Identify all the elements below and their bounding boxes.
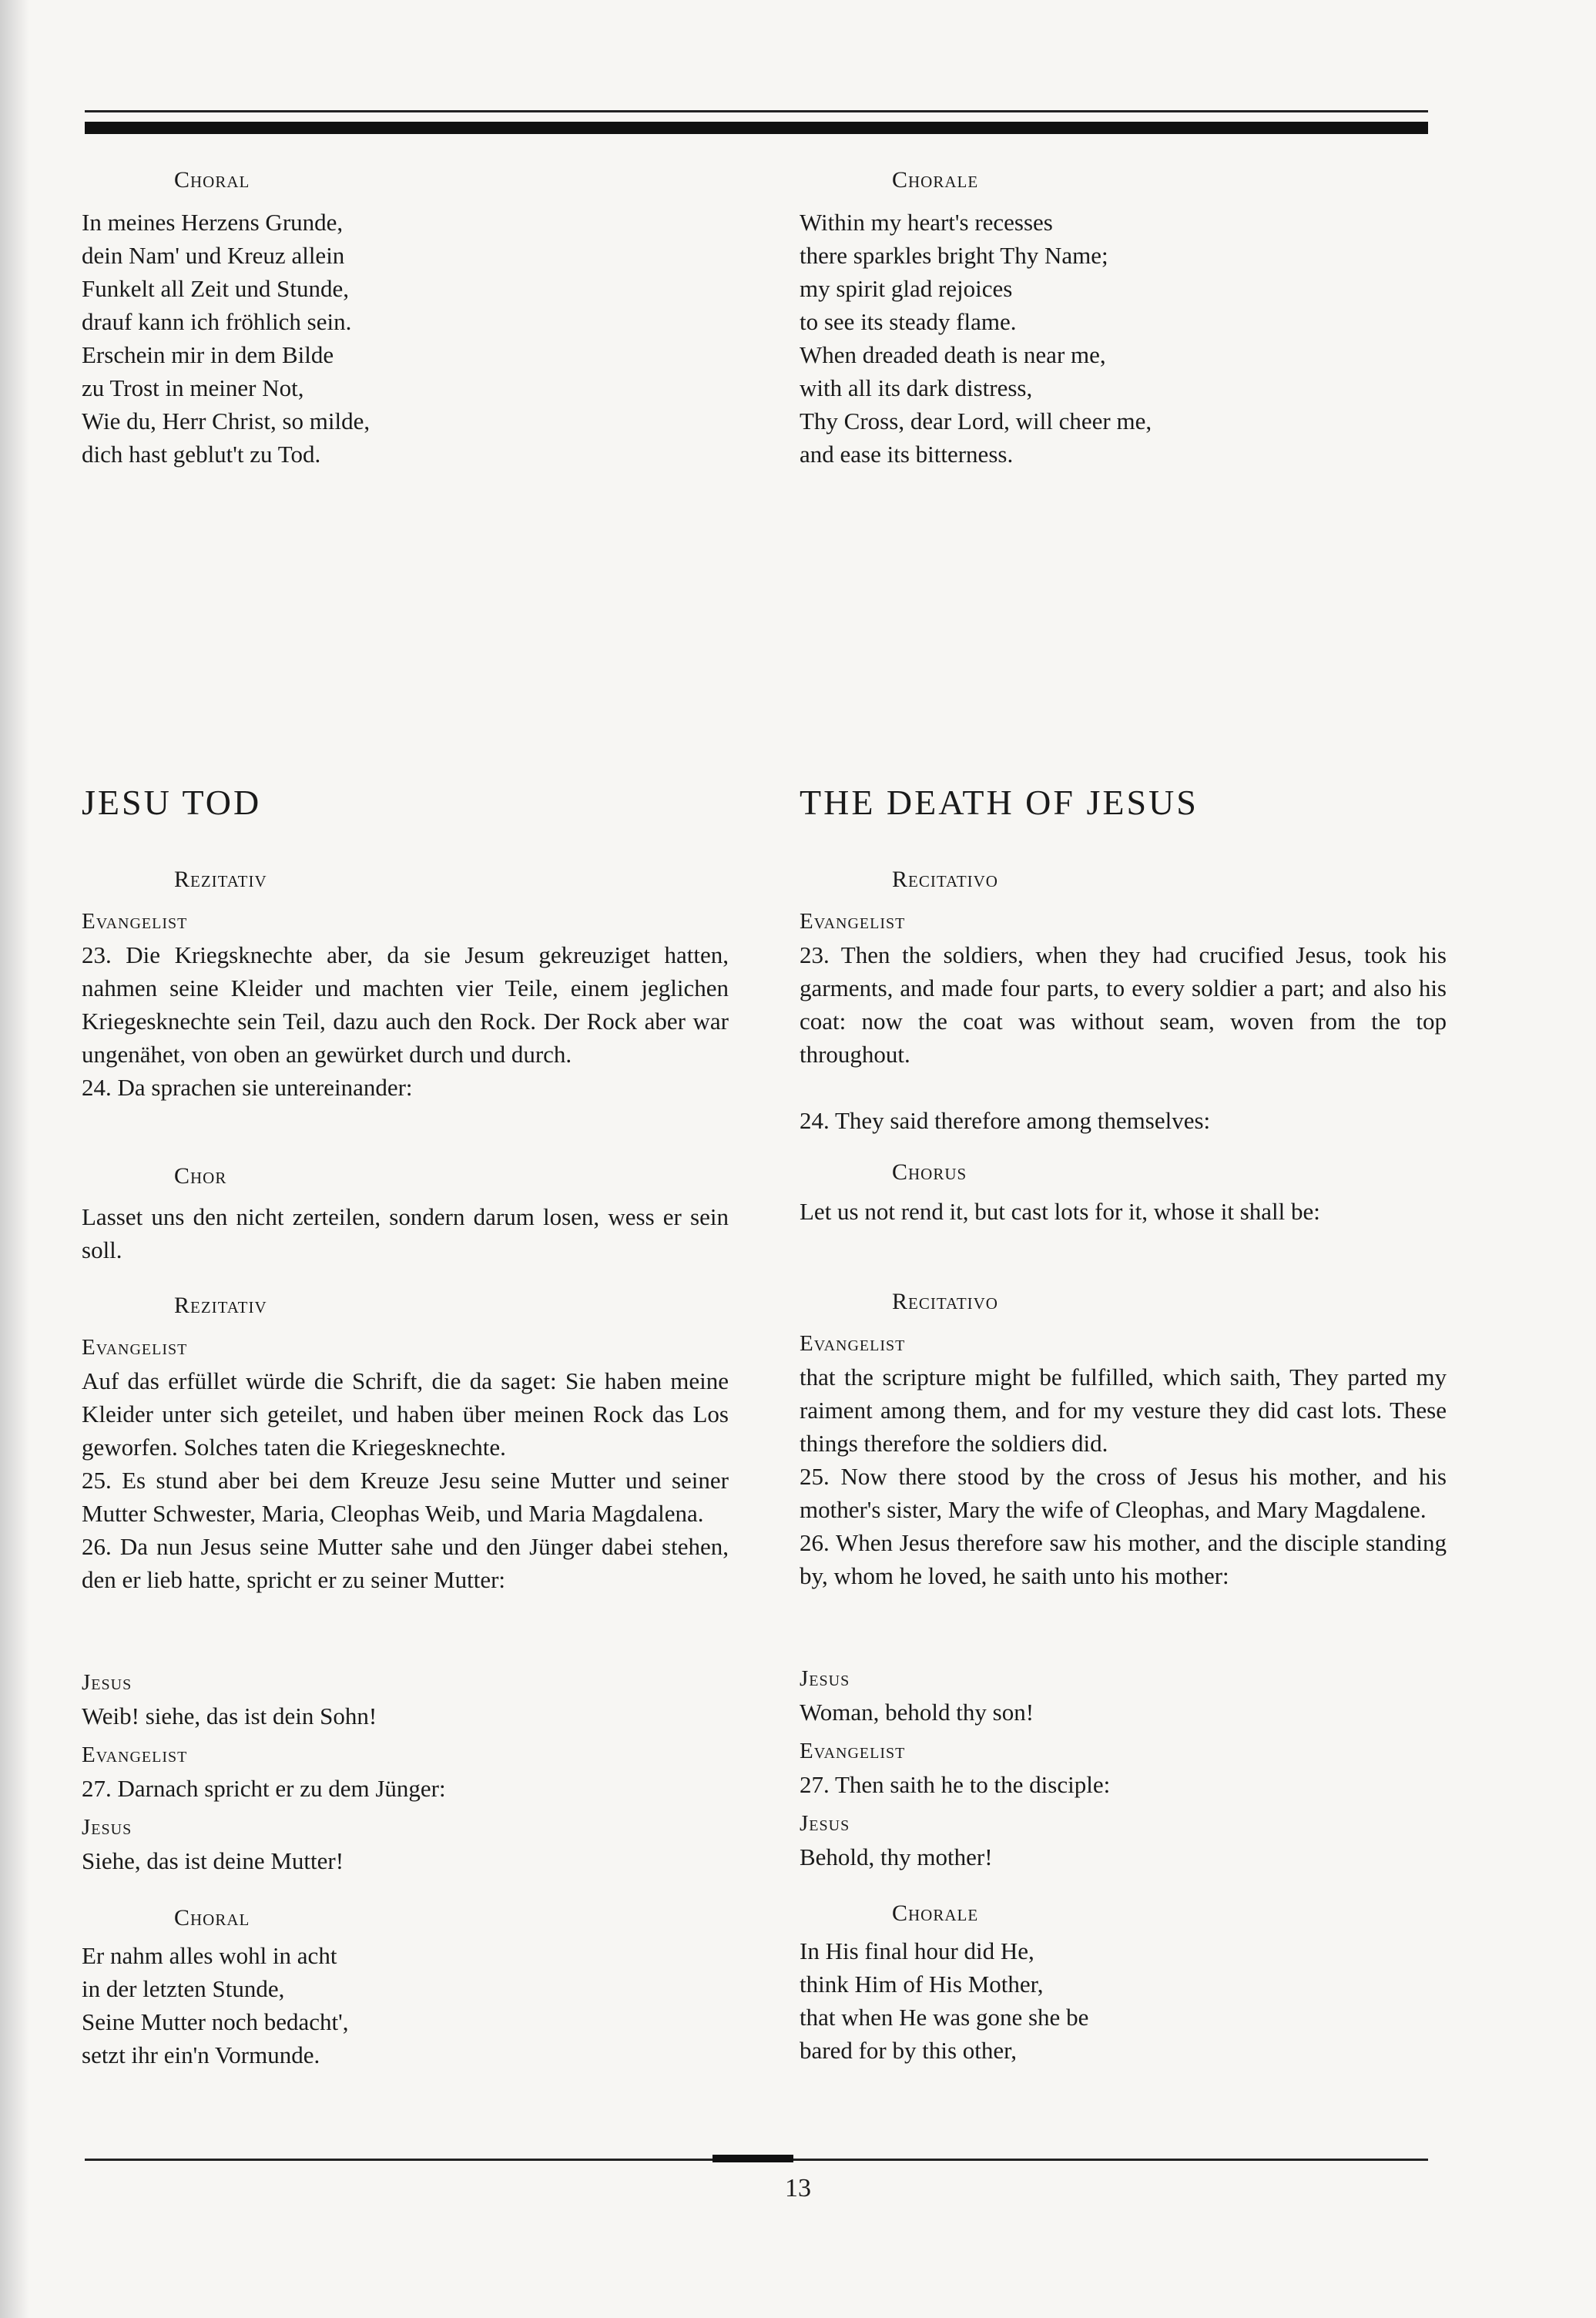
verse-23: 23. Die Kriegsknechte aber, da sie Jesum gekreuziget hatten, nahmen seine Kleider und machten vier Teile, einem jeglichen Kriegesknechte sein Teil, dazu auch den Rock. Der Rock aber war ungenähet, von oben an gewürket durch und durch. [82,941,729,1068]
chorus-en [800,1156,1447,1228]
verse-26: 26. When Jesus therefore saw his mother, and the disciple standing by, whom he loved, he saith unto his mother: [800,1529,1447,1589]
chorale-heading: Chorale [892,1900,979,1926]
chorale-heading: Chorale [892,167,979,193]
verse-line: dich hast geblut't zu Tod. [82,441,321,468]
jesus-line: Weib! siehe, das ist dein Sohn! [82,1702,377,1729]
verse-25: 25. Now there stood by the cross of Jesus his mother, and his mother's sister, Mary the wife of Cleophas, and Mary Magdalene. [800,1463,1447,1523]
verse-line: think Him of His Mother, [800,1971,1044,1998]
speaker-evangelist: Evangelist [800,909,906,934]
verse-26: 26. Da nun Jesus seine Mutter sahe und den Jünger dabei stehen, den er lieb hatte, spricht er zu seiner Mutter: [82,1533,729,1593]
rezitativ-heading: Rezitativ [174,867,267,892]
jesus-line: Siehe, das ist deine Mutter! [82,1847,344,1874]
verse-27: 27. Then saith he to the disciple: [800,1771,1111,1798]
speaker-jesus: Jesus [800,1666,850,1691]
verse-scripture: that the scripture might be fulfilled, which saith, They parted my raiment among them, and for my vesture they did cast lots. These things therefore the soldiers did. [800,1364,1447,1457]
speaker-jesus: Jesus [800,1811,850,1836]
verse-line: Thy Cross, dear Lord, will cheer me, [800,408,1152,434]
verse-line: to see its steady flame. [800,308,1017,335]
chor-text: Lasset uns den nicht zerteilen, sondern darum losen, wess er sein soll. [82,1203,729,1263]
verse-line: setzt ihr ein'n Vormunde. [82,2041,320,2068]
choral-heading: Choral [174,167,250,193]
recitativo-1-en [800,863,1447,1137]
verse-line: that when He was gone she be [800,2004,1089,2031]
chorus-heading: Chorus [892,1159,967,1185]
choral-2-de [82,1901,729,2071]
verse-line: dein Nam' und Kreuz allein [82,242,345,269]
bottom-rule-mark [712,2155,793,2162]
section-title-de: JESU TOD [82,783,262,822]
verse-line: Within my heart's recesses [800,209,1053,236]
verse-24: 24. Da sprachen sie untereinander: [82,1074,413,1101]
section-title-en: THE DEATH OF JESUS [800,783,1199,822]
rezitativ-heading: Rezitativ [174,1293,267,1318]
dialogue-en [800,1662,1447,1874]
verse-24: 24. They said therefore among themselves: [800,1107,1211,1134]
page-edge-shadow [0,0,29,2318]
choral-heading: Choral [174,1905,250,1931]
speaker-jesus: Jesus [82,1670,132,1695]
verse-line: Wie du, Herr Christ, so milde, [82,408,370,434]
verse-line: there sparkles bright Thy Name; [800,242,1108,269]
verse-line: Seine Mutter noch bedacht', [82,2008,349,2035]
recitativo-heading: Recitativo [892,1289,998,1314]
verse-line: drauf kann ich fröhlich sein. [82,308,352,335]
chorale-2-en [800,1897,1447,2067]
verse-line: When dreaded death is near me, [800,341,1106,368]
speaker-evangelist: Evangelist [800,1331,906,1356]
choral-1-de [82,163,729,471]
speaker-evangelist: Evangelist [82,1335,188,1360]
chorale-1-en [800,163,1447,471]
verse-line: Er nahm alles wohl in acht [82,1942,337,1969]
verse-schrift: Auf das erfüllet würde die Schrift, die da saget: Sie haben meine Kleider unter sich geteilet, und haben über meinen Rock das Los geworfen. Solches taten die Kriegesknechte. [82,1367,729,1461]
verse-line: my spirit glad rejoices [800,275,1013,302]
speaker-evangelist: Evangelist [82,909,188,934]
verse-25: 25. Es stund aber bei dem Kreuze Jesu seine Mutter und seiner Mutter Schwester, Maria, Cleophas Weib, und Maria Magdalena. [82,1467,729,1527]
speaker-jesus: Jesus [82,1815,132,1840]
jesus-line: Woman, behold thy son! [800,1699,1034,1726]
verse-line: with all its dark distress, [800,374,1033,401]
top-thin-rule [85,110,1428,112]
recitativo-heading: Recitativo [892,867,998,892]
page-number: 13 [785,2174,811,2202]
verse-line: zu Trost in meiner Not, [82,374,304,401]
verse-23: 23. Then the soldiers, when they had crucified Jesus, took his garments, and made four parts, to every soldier a part; and also his coat: now the coat was without seam, woven from the top throughout. [800,941,1447,1068]
chorus-text: Let us not rend it, but cast lots for it, whose it shall be: [800,1198,1320,1225]
chor-de [82,1159,729,1266]
verse-line: in der letzten Stunde, [82,1975,285,2002]
verse-line: Erschein mir in dem Bilde [82,341,334,368]
recitativo-2-en [800,1285,1447,1592]
verse-line: In meines Herzens Grunde, [82,209,344,236]
top-thick-rule [85,122,1428,134]
dialogue-de [82,1666,729,1877]
verse-27: 27. Darnach spricht er zu dem Jünger: [82,1775,446,1802]
jesus-line: Behold, thy mother! [800,1843,993,1870]
verse-line: Funkelt all Zeit und Stunde, [82,275,349,302]
rezitativ-1-de [82,863,729,1104]
rezitativ-2-de [82,1289,729,1596]
speaker-evangelist: Evangelist [82,1743,188,1767]
verse-line: In His final hour did He, [800,1937,1034,1964]
chor-heading: Chor [174,1163,227,1189]
verse-line: and ease its bitterness. [800,441,1014,468]
speaker-evangelist: Evangelist [800,1739,906,1763]
verse-line: bared for by this other, [800,2037,1017,2064]
